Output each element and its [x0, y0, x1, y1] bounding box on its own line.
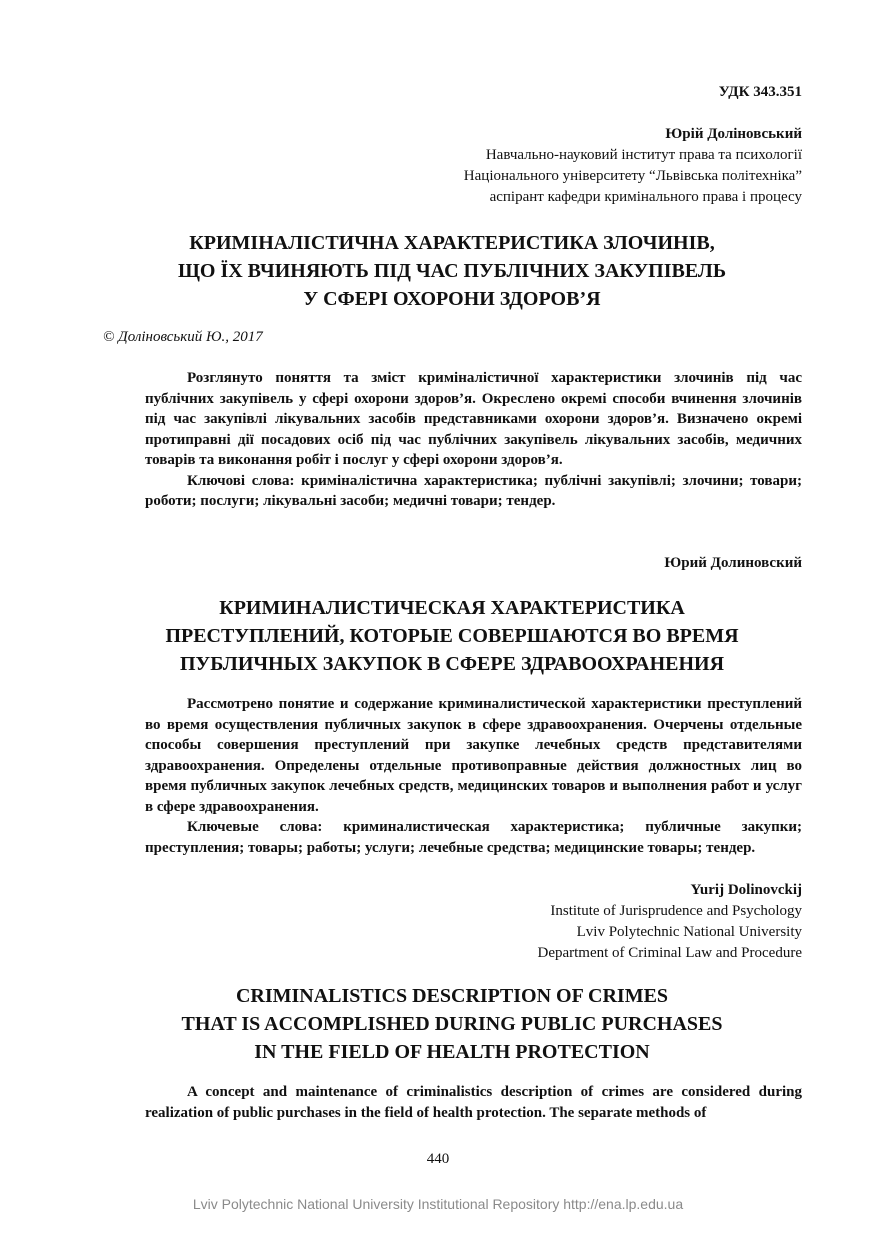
affiliation-line: Institute of Jurisprudence and Psychology	[550, 903, 802, 919]
title-ru	[90, 594, 814, 678]
title-en	[90, 982, 814, 1066]
author-name-uk: Юрій Доліновський	[665, 126, 802, 142]
affiliation-line: Навчально-науковий інститут права та психології	[485, 147, 802, 163]
abstract-text: Рассмотрено понятие и содержание криминалистической характеристики преступлений во время осуществления публичных закупок в сфере здравоохранения. Очерчены отдельные способы совершения преступлений при закупке лечебных средств представителями здравоохранения. Определены отдельные противоправные действия должностных лиц во время публичных закупок лечебных средств, медицинских товаров и выполнения работ и услуг в сфере здравоохранения.	[145, 696, 802, 815]
abstract-ru	[145, 694, 802, 858]
keywords-label: Ключові слова:	[187, 472, 295, 489]
keywords-text: криміналістична характеристика; публічні закупівлі; злочини; товари; роботи; послуги; лікувальні засоби; медичні товари; тендер.	[145, 472, 802, 509]
title-uk	[90, 229, 814, 313]
title-line: ПУБЛИЧНЫХ ЗАКУПОК В СФЕРЕ ЗДРАВООХРАНЕНИЯ	[179, 653, 725, 675]
keywords-paragraph	[145, 471, 802, 512]
author-block-uk	[360, 124, 802, 208]
author-name-en: Yurij Dolinovckij	[690, 882, 802, 898]
affiliation-line: аспірант кафедри кримінального права і процесу	[489, 189, 802, 205]
title-line: CRIMINALISTICS DESCRIPTION OF CRIMES	[235, 985, 669, 1007]
copyright: © Доліновський Ю., 2017	[103, 329, 263, 345]
title-line: КРИМІНАЛІСТИЧНА ХАРАКТЕРИСТИКА ЗЛОЧИНІВ,	[189, 232, 715, 254]
repository-footer: Lviv Polytechnic National University Institutional Repository http://ena.lp.edu.ua	[192, 1196, 684, 1212]
abstract-en	[145, 1082, 802, 1123]
abstract-text: A concept and maintenance of criminalistics description of crimes are considered during realization of public purchases in the field of health protection. The separate methods of	[145, 1084, 802, 1121]
title-line: У СФЕРІ ОХОРОНИ ЗДОРОВ’Я	[303, 288, 601, 310]
affiliation-line: Lviv Polytechnic National University	[576, 924, 802, 940]
udk-code: УДК 343.351	[718, 84, 802, 100]
author-block-en	[360, 880, 802, 964]
title-line: THAT IS ACCOMPLISHED DURING PUBLIC PURCHASES	[181, 1013, 723, 1035]
affiliation-line: Department of Criminal Law and Procedure	[537, 945, 802, 961]
title-line: ПРЕСТУПЛЕНИЙ, КОТОРЫЕ СОВЕРШАЮТСЯ ВО ВРЕМЯ	[165, 625, 739, 647]
title-line: КРИМИНАЛИСТИЧЕСКАЯ ХАРАКТЕРИСТИКА	[219, 597, 685, 619]
keywords-label: Ключевые слова:	[187, 819, 323, 835]
author-name-ru: Юрий Долиновский	[664, 555, 802, 571]
author-block-ru	[360, 553, 802, 574]
page-number: 440	[426, 1151, 450, 1167]
title-line: IN THE FIELD OF HEALTH PROTECTION	[254, 1041, 650, 1063]
keywords-paragraph	[145, 817, 802, 858]
title-line: ЩО ЇХ ВЧИНЯЮТЬ ПІД ЧАС ПУБЛІЧНИХ ЗАКУПІВЕЛЬ	[177, 260, 727, 282]
abstract-uk	[145, 368, 802, 512]
keywords-text: криминалистическая характеристика; публичные закупки; преступления; товары; работы; услуги; лечебные средства; медицинские товары; тендер.	[145, 819, 803, 856]
abstract-text: Розглянуто поняття та зміст криміналістичної характеристики злочинів під час публічних закупівель у сфері охорони здоров’я. Окреслено окремі способи вчинення злочинів під час закупівлі лікувальних засобів представниками охорони здоров’я. Визначено окремі протиправні дії посадових осіб під час публічних закупівель лікувальних засобів, медичних товарів та виконання робіт і послуг у сфері охорони здоров’я.	[145, 370, 802, 468]
affiliation-line: Національного університету “Львівська політехніка”	[463, 168, 802, 184]
